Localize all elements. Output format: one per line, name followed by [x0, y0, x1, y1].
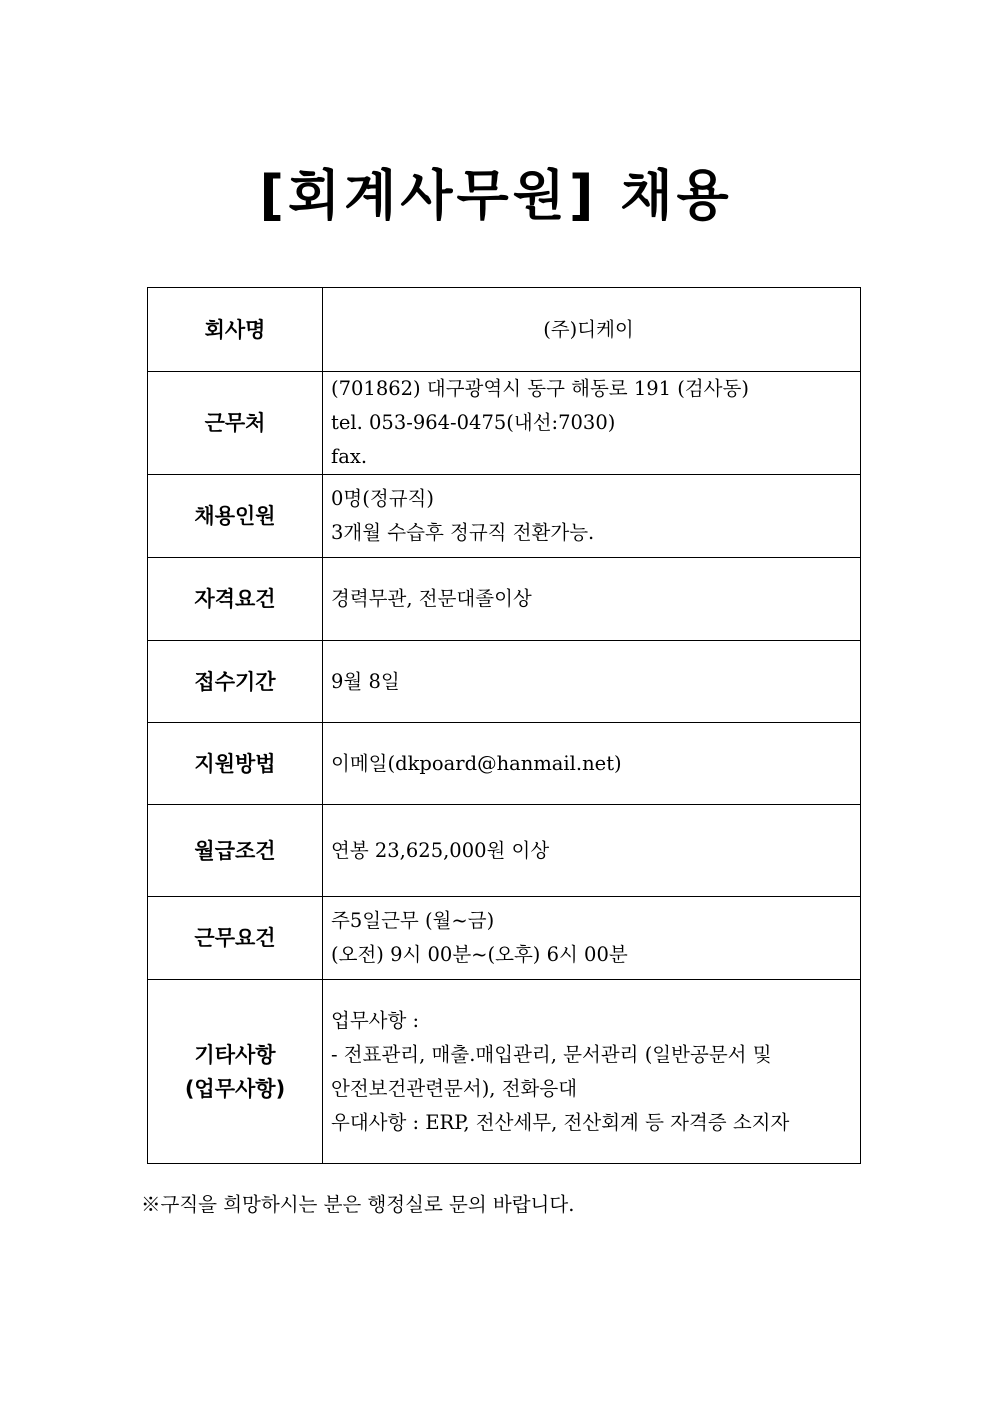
workplace-value	[323, 372, 861, 475]
fax-line: fax.	[331, 445, 368, 468]
row-label-application-period: 접수기간	[148, 641, 323, 723]
tel-line: tel. 053-964-0475(내선:7030)	[331, 411, 616, 434]
table-row	[148, 288, 861, 372]
work-days-line: 주5일근무 (월~금)	[331, 909, 495, 932]
application-method-value: 이메일(dkpoard@hanmail.net)	[323, 723, 861, 805]
row-label-headcount: 채용인원	[148, 475, 323, 558]
table-row	[148, 723, 861, 805]
address-line: (701862) 대구광역시 동구 해동로 191 (검사동)	[331, 377, 749, 400]
headcount-line: 0명(정규직)	[331, 487, 434, 510]
preferred-qualifications-line: 우대사항 : ERP, 전산세무, 전산회계 등 자격증 소지자	[331, 1110, 790, 1134]
row-label-work-conditions: 근무요건	[148, 897, 323, 980]
row-label-workplace: 근무처	[148, 372, 323, 475]
footer-note: ※구직을 희망하시는 분은 행정실로 문의 바랍니다.	[141, 1193, 575, 1216]
qualification-value: 경력무관, 전문대졸이상	[323, 558, 861, 641]
headcount-value	[323, 475, 861, 558]
table-row	[148, 980, 861, 1164]
table-row	[148, 475, 861, 558]
recruitment-table	[147, 287, 861, 1164]
table-row	[148, 897, 861, 980]
row-label-application-method: 지원방법	[148, 723, 323, 805]
work-conditions-value	[323, 897, 861, 980]
row-label-qualification: 자격요건	[148, 558, 323, 641]
salary-value: 연봉 23,625,000원 이상	[323, 805, 861, 897]
other-value	[323, 980, 861, 1164]
duties-detail-line: - 전표관리, 매출.매입관리, 문서관리 (일반공문서 및 안전보건관련문서), 전화응대	[331, 1042, 772, 1100]
row-label-salary: 월급조건	[148, 805, 323, 897]
duties-heading-line: 업무사항 :	[331, 1008, 420, 1032]
row-label-company: 회사명	[148, 288, 323, 372]
company-name-value: (주)디케이	[323, 288, 861, 372]
table-row	[148, 641, 861, 723]
table-row	[148, 372, 861, 475]
row-label-other-line1: 기타사항	[194, 1042, 276, 1067]
application-period-value: 9월 8일	[323, 641, 861, 723]
work-hours-line: (오전) 9시 00분~(오후) 6시 00분	[331, 943, 628, 966]
table-row	[148, 558, 861, 641]
probation-line: 3개월 수습후 정규직 전환가능.	[331, 521, 595, 544]
table-row	[148, 805, 861, 897]
row-label-other	[148, 980, 323, 1164]
page-title: [회계사무원] 채용	[259, 164, 733, 227]
row-label-other-line2: (업무사항)	[184, 1076, 286, 1101]
